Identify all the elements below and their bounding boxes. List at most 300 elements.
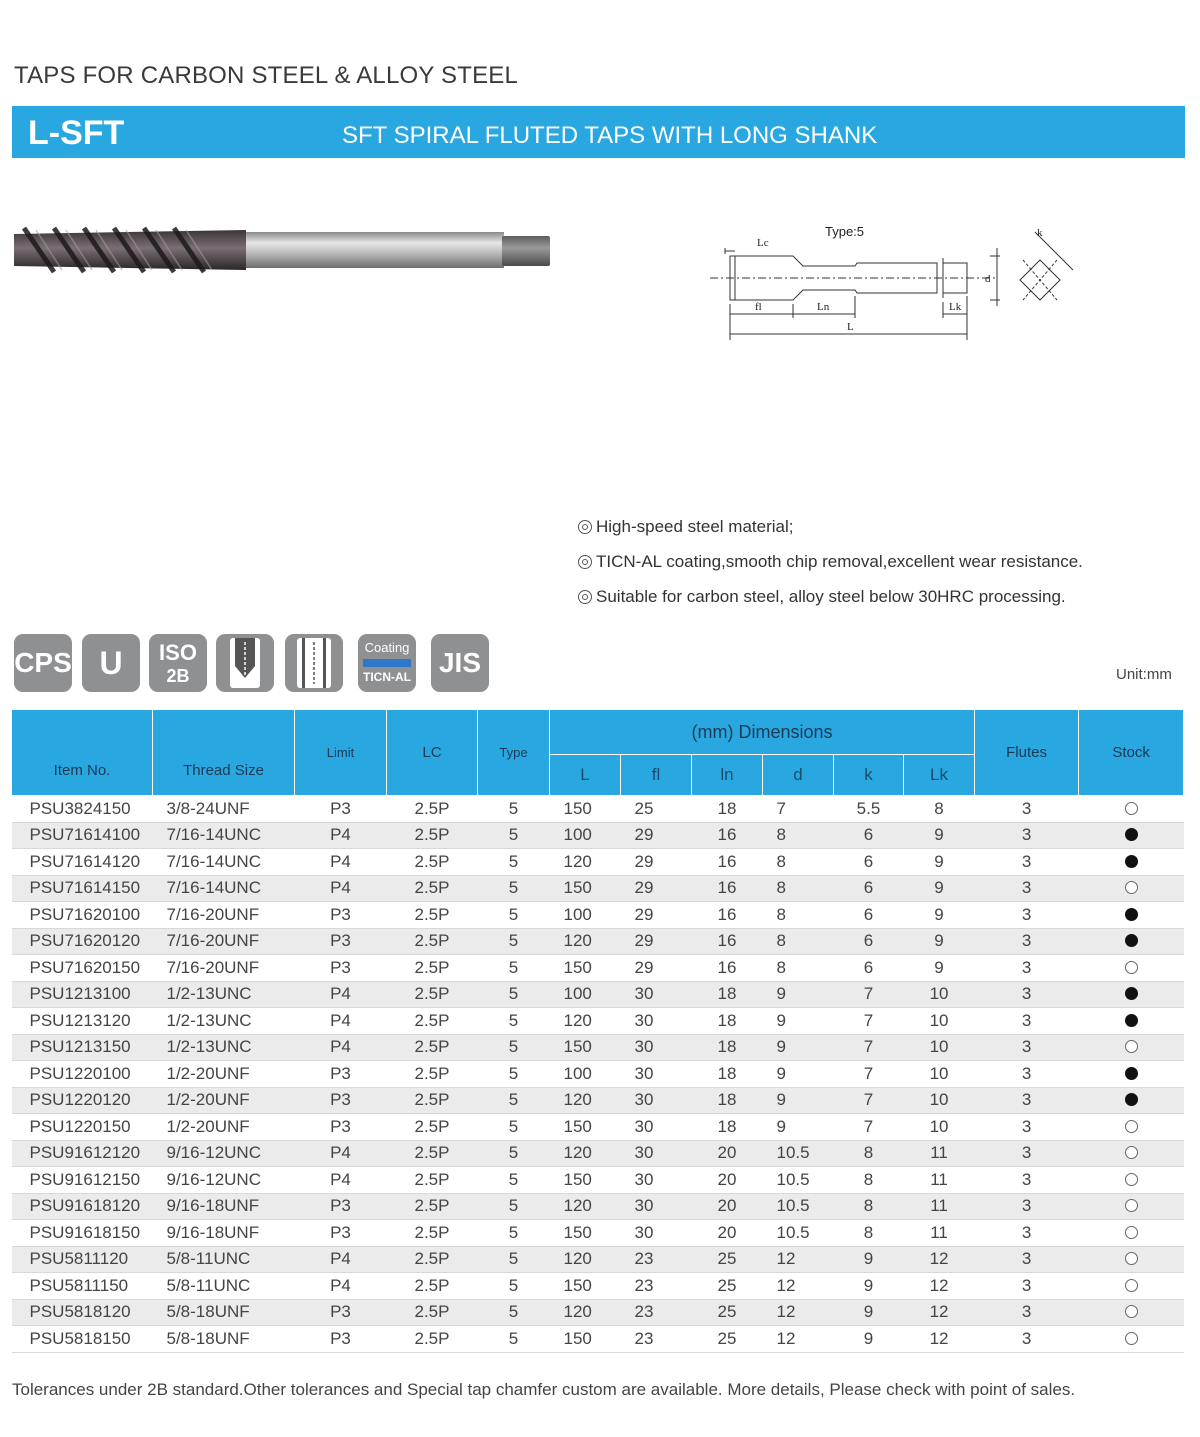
cell-d: 8	[763, 902, 834, 929]
cell-ln: 16	[692, 849, 763, 876]
double-circle-icon	[578, 555, 592, 569]
cell-limit: P3	[295, 1299, 387, 1326]
cell-fl: 30	[621, 1220, 692, 1247]
cell-thread: 7/16-14UNC	[153, 849, 295, 876]
cell-k: 6	[834, 822, 904, 849]
in-stock-dot-icon	[1125, 1014, 1138, 1027]
table-row	[12, 1140, 1184, 1167]
cell-flutes: 3	[975, 822, 1079, 849]
cell-fl: 25	[621, 796, 692, 823]
jis-badge: JIS	[431, 634, 489, 692]
in-stock-dot-icon	[1125, 987, 1138, 1000]
cell-limit: P4	[295, 822, 387, 849]
cell-d: 12	[763, 1273, 834, 1300]
cell-stock	[1079, 1326, 1184, 1353]
cell-fl: 29	[621, 928, 692, 955]
cell-type: 5	[478, 1061, 550, 1088]
cell-l: 120	[550, 1299, 621, 1326]
cell-lc: 2.5P	[387, 1220, 478, 1247]
cell-stock	[1079, 1061, 1184, 1088]
table-row	[12, 955, 1184, 982]
in-stock-dot-icon	[1125, 934, 1138, 947]
cell-flutes: 3	[975, 1273, 1079, 1300]
cell-type: 5	[478, 1193, 550, 1220]
iso-2b-badge: ISO 2B	[149, 634, 207, 692]
cell-item: PSU5818120	[12, 1299, 153, 1326]
cell-limit: P3	[295, 1087, 387, 1114]
cell-d: 9	[763, 981, 834, 1008]
cell-limit: P3	[295, 955, 387, 982]
cell-flutes: 3	[975, 902, 1079, 929]
cell-lc: 2.5P	[387, 1008, 478, 1035]
cell-lk: 9	[904, 902, 975, 929]
out-of-stock-circle-icon	[1125, 961, 1138, 974]
cell-lk: 9	[904, 955, 975, 982]
cell-stock	[1079, 1299, 1184, 1326]
col-header-l: L	[550, 755, 621, 796]
drawing-label-l: L	[847, 321, 854, 333]
drawing-label-k: k	[1037, 227, 1043, 239]
blind-hole-icon	[216, 634, 274, 692]
cell-limit: P3	[295, 928, 387, 955]
cell-item: PSU71620150	[12, 955, 153, 982]
cell-lc: 2.5P	[387, 955, 478, 982]
col-header-d: d	[763, 755, 834, 796]
cell-type: 5	[478, 1140, 550, 1167]
cell-item: PSU5811150	[12, 1273, 153, 1300]
product-banner	[12, 106, 1185, 158]
cell-k: 6	[834, 875, 904, 902]
col-header-type: Type	[478, 710, 550, 796]
col-header-item: Item No.	[12, 710, 153, 796]
cell-ln: 16	[692, 822, 763, 849]
cell-k: 7	[834, 1034, 904, 1061]
out-of-stock-circle-icon	[1125, 1226, 1138, 1239]
out-of-stock-circle-icon	[1125, 802, 1138, 815]
cell-lk: 10	[904, 1034, 975, 1061]
cell-limit: P3	[295, 1326, 387, 1353]
out-of-stock-circle-icon	[1125, 1279, 1138, 1292]
cell-lk: 9	[904, 822, 975, 849]
col-header-flutes: Flutes	[975, 710, 1079, 796]
cell-stock	[1079, 1034, 1184, 1061]
spec-table	[11, 709, 1184, 1353]
cell-limit: P4	[295, 981, 387, 1008]
cell-type: 5	[478, 822, 550, 849]
cell-item: PSU71614100	[12, 822, 153, 849]
out-of-stock-circle-icon	[1125, 881, 1138, 894]
cell-k: 8	[834, 1167, 904, 1194]
out-of-stock-circle-icon	[1125, 1252, 1138, 1265]
cell-fl: 30	[621, 1167, 692, 1194]
cell-flutes: 3	[975, 849, 1079, 876]
cell-l: 120	[550, 1008, 621, 1035]
drawing-label-lc: Lc	[757, 237, 769, 249]
cell-k: 9	[834, 1273, 904, 1300]
cell-flutes: 3	[975, 955, 1079, 982]
cell-item: PSU91618150	[12, 1220, 153, 1247]
cell-lk: 12	[904, 1246, 975, 1273]
out-of-stock-circle-icon	[1125, 1305, 1138, 1318]
cell-flutes: 3	[975, 1167, 1079, 1194]
cell-l: 100	[550, 902, 621, 929]
cell-ln: 25	[692, 1299, 763, 1326]
cell-fl: 23	[621, 1246, 692, 1273]
cell-lk: 9	[904, 849, 975, 876]
out-of-stock-circle-icon	[1125, 1040, 1138, 1053]
cell-d: 8	[763, 928, 834, 955]
cell-item: PSU1220100	[12, 1061, 153, 1088]
col-header-lk: Lk	[904, 755, 975, 796]
cell-fl: 23	[621, 1326, 692, 1353]
cell-type: 5	[478, 849, 550, 876]
cell-item: PSU1220120	[12, 1087, 153, 1114]
cell-flutes: 3	[975, 1087, 1079, 1114]
cell-stock	[1079, 902, 1184, 929]
cell-ln: 20	[692, 1193, 763, 1220]
cell-lk: 10	[904, 1087, 975, 1114]
cell-type: 5	[478, 1008, 550, 1035]
cell-type: 5	[478, 1220, 550, 1247]
cell-lk: 11	[904, 1220, 975, 1247]
cell-ln: 25	[692, 1273, 763, 1300]
cell-flutes: 3	[975, 1008, 1079, 1035]
cell-item: PSU1213120	[12, 1008, 153, 1035]
cell-l: 150	[550, 955, 621, 982]
cell-ln: 16	[692, 928, 763, 955]
cell-thread: 5/8-18UNF	[153, 1299, 295, 1326]
cell-l: 120	[550, 1246, 621, 1273]
cell-thread: 7/16-20UNF	[153, 928, 295, 955]
cell-fl: 30	[621, 1193, 692, 1220]
cell-k: 8	[834, 1193, 904, 1220]
cell-item: PSU71614150	[12, 875, 153, 902]
u-badge: U	[82, 634, 140, 692]
cell-limit: P3	[295, 796, 387, 823]
cell-item: PSU91612120	[12, 1140, 153, 1167]
cell-l: 150	[550, 1114, 621, 1141]
cell-d: 9	[763, 1114, 834, 1141]
cell-lc: 2.5P	[387, 796, 478, 823]
cell-ln: 16	[692, 902, 763, 929]
cell-lc: 2.5P	[387, 1061, 478, 1088]
cell-d: 10.5	[763, 1193, 834, 1220]
cell-stock	[1079, 955, 1184, 982]
table-row	[12, 1193, 1184, 1220]
cell-k: 9	[834, 1299, 904, 1326]
cell-item: PSU71614120	[12, 849, 153, 876]
cell-lk: 10	[904, 981, 975, 1008]
cell-ln: 20	[692, 1220, 763, 1247]
cell-lc: 2.5P	[387, 1326, 478, 1353]
cell-l: 120	[550, 1087, 621, 1114]
cell-limit: P4	[295, 1167, 387, 1194]
spec-table-body	[12, 796, 1184, 1353]
cell-lk: 11	[904, 1140, 975, 1167]
cell-thread: 5/8-11UNC	[153, 1246, 295, 1273]
drawing-type-label: Type:5	[825, 224, 865, 239]
cell-lc: 2.5P	[387, 902, 478, 929]
cell-fl: 30	[621, 1008, 692, 1035]
cell-lc: 2.5P	[387, 875, 478, 902]
table-row	[12, 902, 1184, 929]
cell-thread: 3/8-24UNF	[153, 796, 295, 823]
cell-lk: 10	[904, 1008, 975, 1035]
cell-item: PSU1220150	[12, 1114, 153, 1141]
col-header-thread: Thread Size	[153, 710, 295, 796]
cell-stock	[1079, 1140, 1184, 1167]
cell-item: PSU91618120	[12, 1193, 153, 1220]
cell-stock	[1079, 1087, 1184, 1114]
cell-lk: 9	[904, 875, 975, 902]
cell-item: PSU5818150	[12, 1326, 153, 1353]
cell-ln: 18	[692, 981, 763, 1008]
cell-stock	[1079, 849, 1184, 876]
cell-ln: 18	[692, 796, 763, 823]
cell-l: 100	[550, 1061, 621, 1088]
cell-ln: 18	[692, 1114, 763, 1141]
cell-lc: 2.5P	[387, 1167, 478, 1194]
cell-ln: 16	[692, 955, 763, 982]
cell-fl: 29	[621, 955, 692, 982]
cell-l: 120	[550, 849, 621, 876]
cell-d: 9	[763, 1061, 834, 1088]
cell-flutes: 3	[975, 1034, 1079, 1061]
table-row	[12, 1034, 1184, 1061]
drawing-label-ln: Ln	[817, 301, 830, 313]
cell-l: 100	[550, 822, 621, 849]
coating-ticn-al-badge: Coating TICN-AL	[358, 634, 416, 692]
table-row	[12, 928, 1184, 955]
cell-d: 12	[763, 1246, 834, 1273]
cell-fl: 29	[621, 902, 692, 929]
cell-lk: 9	[904, 928, 975, 955]
cell-type: 5	[478, 875, 550, 902]
table-row	[12, 1167, 1184, 1194]
product-code: L-SFT	[28, 114, 125, 152]
cell-ln: 25	[692, 1246, 763, 1273]
cell-thread: 1/2-13UNC	[153, 1008, 295, 1035]
cell-stock	[1079, 1246, 1184, 1273]
cell-d: 9	[763, 1008, 834, 1035]
cell-thread: 1/2-20UNF	[153, 1087, 295, 1114]
cell-lc: 2.5P	[387, 1034, 478, 1061]
drawing-label-lk: Lk	[949, 301, 962, 313]
table-row	[12, 1220, 1184, 1247]
cell-lc: 2.5P	[387, 1114, 478, 1141]
cell-fl: 29	[621, 822, 692, 849]
cell-item: PSU71620120	[12, 928, 153, 955]
out-of-stock-circle-icon	[1125, 1120, 1138, 1133]
cell-k: 6	[834, 902, 904, 929]
cell-stock	[1079, 1167, 1184, 1194]
cell-flutes: 3	[975, 928, 1079, 955]
table-row	[12, 1246, 1184, 1273]
cell-fl: 30	[621, 1034, 692, 1061]
cell-ln: 16	[692, 875, 763, 902]
cell-stock	[1079, 796, 1184, 823]
tap-product-image	[14, 218, 554, 280]
cell-l: 120	[550, 1193, 621, 1220]
cell-item: PSU91612150	[12, 1167, 153, 1194]
cell-lc: 2.5P	[387, 1140, 478, 1167]
cell-k: 9	[834, 1246, 904, 1273]
in-stock-dot-icon	[1125, 828, 1138, 841]
table-row	[12, 1087, 1184, 1114]
cell-type: 5	[478, 981, 550, 1008]
cell-d: 8	[763, 875, 834, 902]
cell-lc: 2.5P	[387, 1273, 478, 1300]
cell-stock	[1079, 1193, 1184, 1220]
cell-stock	[1079, 1273, 1184, 1300]
cell-ln: 18	[692, 1008, 763, 1035]
cell-k: 9	[834, 1326, 904, 1353]
cell-k: 6	[834, 955, 904, 982]
table-row	[12, 1061, 1184, 1088]
feature-item: High-speed steel material;	[578, 512, 1083, 547]
cell-l: 150	[550, 1034, 621, 1061]
cell-k: 6	[834, 928, 904, 955]
cell-item: PSU1213150	[12, 1034, 153, 1061]
cell-k: 7	[834, 981, 904, 1008]
cell-lk: 10	[904, 1114, 975, 1141]
cell-d: 12	[763, 1299, 834, 1326]
cell-fl: 30	[621, 1114, 692, 1141]
cell-limit: P3	[295, 1220, 387, 1247]
cell-item: PSU71620100	[12, 902, 153, 929]
cell-thread: 7/16-14UNC	[153, 875, 295, 902]
cell-limit: P3	[295, 1114, 387, 1141]
cell-ln: 18	[692, 1087, 763, 1114]
cell-ln: 25	[692, 1326, 763, 1353]
cell-lc: 2.5P	[387, 981, 478, 1008]
out-of-stock-circle-icon	[1125, 1199, 1138, 1212]
cell-l: 150	[550, 875, 621, 902]
cell-stock	[1079, 875, 1184, 902]
cell-thread: 9/16-18UNF	[153, 1220, 295, 1247]
table-row	[12, 1326, 1184, 1353]
cell-limit: P4	[295, 1140, 387, 1167]
cell-d: 10.5	[763, 1140, 834, 1167]
cell-fl: 23	[621, 1299, 692, 1326]
cell-thread: 5/8-18UNF	[153, 1326, 295, 1353]
out-of-stock-circle-icon	[1125, 1332, 1138, 1345]
table-row	[12, 875, 1184, 902]
cell-flutes: 3	[975, 1220, 1079, 1247]
cell-flutes: 3	[975, 875, 1079, 902]
cell-thread: 1/2-20UNF	[153, 1114, 295, 1141]
cell-thread: 1/2-13UNC	[153, 981, 295, 1008]
category-title: TAPS FOR CARBON STEEL & ALLOY STEEL	[14, 62, 519, 89]
cell-l: 150	[550, 1167, 621, 1194]
cell-lc: 2.5P	[387, 928, 478, 955]
cell-stock	[1079, 928, 1184, 955]
cell-k: 7	[834, 1061, 904, 1088]
table-row	[12, 849, 1184, 876]
cell-limit: P3	[295, 902, 387, 929]
cell-limit: P4	[295, 849, 387, 876]
feature-list	[578, 512, 1083, 617]
cell-lk: 11	[904, 1193, 975, 1220]
cell-l: 150	[550, 1273, 621, 1300]
cell-limit: P3	[295, 1193, 387, 1220]
cell-k: 8	[834, 1220, 904, 1247]
out-of-stock-circle-icon	[1125, 1173, 1138, 1186]
cell-item: PSU5811120	[12, 1246, 153, 1273]
cell-d: 7	[763, 796, 834, 823]
cell-lk: 12	[904, 1273, 975, 1300]
cell-flutes: 3	[975, 1193, 1079, 1220]
drawing-label-d: d	[985, 273, 991, 285]
cell-stock	[1079, 1220, 1184, 1247]
cell-ln: 20	[692, 1140, 763, 1167]
col-header-k: k	[834, 755, 904, 796]
cell-lc: 2.5P	[387, 1193, 478, 1220]
cell-stock	[1079, 981, 1184, 1008]
cell-type: 5	[478, 902, 550, 929]
cell-d: 10.5	[763, 1167, 834, 1194]
cell-k: 7	[834, 1087, 904, 1114]
cell-k: 7	[834, 1008, 904, 1035]
in-stock-dot-icon	[1125, 855, 1138, 868]
cell-thread: 7/16-20UNF	[153, 955, 295, 982]
cell-d: 8	[763, 955, 834, 982]
out-of-stock-circle-icon	[1125, 1146, 1138, 1159]
cell-item: PSU3824150	[12, 796, 153, 823]
cell-d: 9	[763, 1034, 834, 1061]
table-row	[12, 981, 1184, 1008]
table-row	[12, 796, 1184, 823]
cell-thread: 1/2-20UNF	[153, 1061, 295, 1088]
table-row	[12, 1273, 1184, 1300]
cell-ln: 18	[692, 1061, 763, 1088]
cell-type: 5	[478, 928, 550, 955]
cps-badge: CPS	[14, 634, 72, 692]
cell-l: 100	[550, 981, 621, 1008]
table-row	[12, 1114, 1184, 1141]
cell-limit: P4	[295, 1246, 387, 1273]
col-header-limit: Limit	[295, 710, 387, 796]
cell-type: 5	[478, 796, 550, 823]
col-header-fl: fl	[621, 755, 692, 796]
cell-type: 5	[478, 1326, 550, 1353]
cell-lk: 10	[904, 1061, 975, 1088]
cell-fl: 30	[621, 1140, 692, 1167]
cell-k: 8	[834, 1140, 904, 1167]
cell-fl: 29	[621, 849, 692, 876]
drawing-label-fl: fl	[755, 301, 762, 313]
cell-flutes: 3	[975, 1140, 1079, 1167]
cell-type: 5	[478, 1087, 550, 1114]
cell-flutes: 3	[975, 1299, 1079, 1326]
cell-fl: 30	[621, 1061, 692, 1088]
cell-thread: 5/8-11UNC	[153, 1273, 295, 1300]
unit-label: Unit:mm	[1116, 666, 1172, 683]
cell-l: 120	[550, 928, 621, 955]
through-hole-icon	[285, 634, 343, 692]
cell-flutes: 3	[975, 981, 1079, 1008]
cell-thread: 7/16-20UNF	[153, 902, 295, 929]
col-header-ln: ln	[692, 755, 763, 796]
cell-k: 7	[834, 1114, 904, 1141]
cell-d: 10.5	[763, 1220, 834, 1247]
cell-k: 5.5	[834, 796, 904, 823]
cell-stock	[1079, 1008, 1184, 1035]
cell-stock	[1079, 1114, 1184, 1141]
cell-type: 5	[478, 1299, 550, 1326]
cell-thread: 1/2-13UNC	[153, 1034, 295, 1061]
cell-limit: P4	[295, 1008, 387, 1035]
